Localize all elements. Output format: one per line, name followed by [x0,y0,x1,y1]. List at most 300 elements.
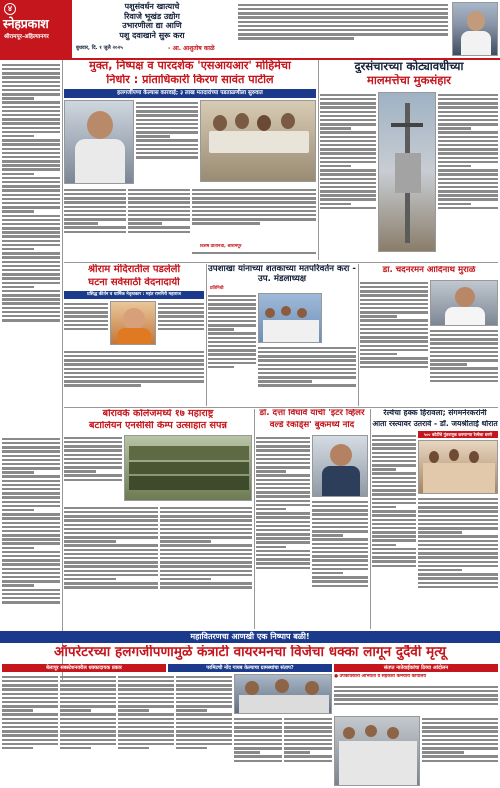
text-line [2,290,60,292]
text-line [2,160,60,162]
text-line [256,562,310,564]
text-line [438,111,498,113]
text-line [2,189,60,191]
text-line [2,286,34,288]
text-line [192,222,260,224]
text-line [422,730,498,732]
text-line [418,527,498,529]
text-line [160,524,252,526]
text-line [2,584,34,586]
text-line [176,747,207,749]
text-line [284,747,332,749]
text-line [372,523,416,525]
column-divider [370,409,371,629]
text-line [118,709,149,711]
top-quote-line-2: रिवाजे भूखंड उद्योग [124,11,180,21]
text-line [128,197,190,199]
text-line [176,718,232,720]
text-line [320,207,376,209]
text-line [60,705,116,707]
text-line [360,286,428,288]
text-line [64,561,158,563]
text-line [64,511,158,513]
right2-headline: डा. चंदनरमन आदिनाथ मुराळे [382,266,476,275]
text-line [2,597,60,599]
text-line [320,182,376,184]
text-line [418,502,498,504]
text-line [2,589,60,591]
rail-headline-1: रेल्वेचा हक्क हिरावला; संगमनेरकरांनी [383,409,487,417]
ram-photo [110,301,156,345]
lead-headline-1: मुक्त, निष्पक्ष व पारदर्शक 'एसआयआर' मोहिमेचा [89,60,291,72]
text-line [64,206,126,208]
text-line [2,722,58,724]
text-line [2,555,60,557]
text-line [418,556,498,558]
text-line [60,718,116,720]
text-line [2,81,60,83]
text-line [312,580,368,582]
stand-text-2 [258,345,356,405]
text-line [64,384,141,386]
text-line [320,173,376,175]
text-line [256,483,310,485]
text-line [118,730,174,732]
text-line [2,282,60,284]
text-line [372,464,416,466]
text-line [312,538,368,540]
text-line [60,730,116,732]
record-headline-1: डॉ. दत्ता विघावे यांची 'इंटर व्हिलर [259,409,365,418]
text-line [2,730,58,732]
text-line [372,481,416,483]
text-line [372,552,416,554]
text-line [176,722,232,724]
ram-text-2 [158,301,204,347]
text-line [312,518,368,520]
banner-headline: ऑपरेटरच्या हलगर्जीपणामुळे कंत्राटी वायरमनचा विजेचा धक्का लागून दुर्दैवी मृत्यू [53,645,447,660]
text-line [64,565,158,567]
text-line [258,368,356,370]
text-line [2,542,60,544]
text-line [320,148,376,150]
text-line [320,186,376,188]
text-line [60,684,116,686]
text-line [136,110,198,112]
text-line [418,506,498,508]
text-line [118,693,174,695]
text-line [438,115,498,117]
text-line [128,206,190,208]
text-line [258,372,356,374]
lead-photo-1 [64,100,134,184]
text-line [208,303,256,305]
text-line [2,315,60,317]
text-line [2,492,60,494]
text-line [60,734,116,736]
text-line [2,488,60,490]
text-line [320,127,351,129]
text-line [438,131,498,133]
banner-top: महावितरणचा आणखी एक निष्पाप बळी! [0,631,500,643]
text-line [64,578,116,580]
lead-headline-2: निर्धार : प्रांताधिकारी किरण सावंत पाटील [106,74,274,86]
text-line [2,534,60,536]
stand-headline: उपशाखा यांनाच्या शतकाच्या मतपरिवर्तन करा - उप. मंडलाध्यक्ष [208,264,356,284]
text-line [320,161,376,163]
text-line [64,380,204,382]
text-line [284,726,332,728]
text-line [176,713,232,715]
text-line [192,206,316,208]
text-line [360,290,428,292]
text-line [360,307,428,309]
text-line [438,203,471,205]
date-line: बुधवार, दि. १ जुलै २०२५ [76,45,123,51]
text-line [360,315,397,317]
text-line [360,299,428,301]
ram-headline-2: घटना सर्वसाठी वेदनादायी [88,277,180,288]
text-line [118,697,174,699]
text-line [160,544,252,546]
text-line [2,705,58,707]
bottom-text-7 [334,684,498,714]
text-line [438,127,471,129]
left-column-text-2 [2,436,60,680]
text-line [238,21,448,23]
top-quote-line-4: पशु दवाखाने सुरू करा [119,30,185,40]
text-line [256,512,310,514]
text-line [176,676,232,678]
text-line [284,743,332,745]
text-line [2,85,60,87]
text-line [372,439,416,441]
text-line [64,474,122,476]
text-line [2,252,60,254]
text-line [2,265,60,267]
text-line [136,127,198,129]
text-line [64,582,158,584]
text-line [2,156,60,158]
text-line [118,676,174,678]
text-line [320,123,376,125]
text-line [256,445,310,447]
text-line [64,549,158,551]
right-top-text-2 [438,92,498,260]
text-line [238,12,448,14]
text-line [320,178,376,180]
text-line [372,510,416,512]
text-line [208,324,256,326]
text-line [64,570,158,572]
text-line [176,730,232,732]
text-line [360,282,428,284]
text-line [2,68,60,70]
text-line [430,330,498,332]
text-line [158,328,204,330]
column-divider [254,409,255,629]
text-line [192,189,316,191]
text-line [418,544,498,546]
text-line [2,505,60,507]
text-line [160,536,252,538]
text-line [208,316,256,318]
text-line [256,470,286,472]
left-column-text [2,62,60,434]
text-line [118,701,174,703]
text-line [334,694,498,696]
text-line [208,295,256,297]
text-line [136,106,198,108]
text-line [418,573,498,575]
text-line [118,713,174,715]
text-line [320,198,376,200]
text-line [118,680,174,682]
text-line [60,680,116,682]
text-line [234,730,282,732]
text-line [256,479,310,481]
text-line [256,504,310,506]
text-line [160,561,252,563]
text-line [360,345,428,347]
text-line [192,197,316,199]
text-line [176,709,207,711]
text-line [430,359,498,361]
text-line [258,351,356,353]
text-line [2,76,60,78]
text-line [320,98,376,100]
text-line [258,355,356,357]
lead-photo-2 [200,100,316,182]
text-line [360,349,428,351]
text-line [284,718,332,720]
text-line [430,372,498,374]
lead-byline: विशेष प्रतिनिधी, श्रीरामपूर [200,244,242,249]
text-line [312,576,368,578]
text-line [64,519,158,521]
text-line [372,565,416,567]
text-line [2,680,58,682]
text-line [208,353,256,355]
text-line [372,514,416,516]
text-line [118,688,174,690]
top-quote [92,2,212,40]
text-line [2,726,58,728]
text-line [438,98,498,100]
text-line [2,122,60,124]
text-line [438,194,498,196]
text-line [238,37,354,39]
text-line [2,235,60,237]
text-line [176,697,232,699]
text-line [2,256,60,258]
text-line [2,307,60,309]
text-line [64,222,98,224]
text-line [2,219,60,221]
text-line [60,722,116,724]
text-line [118,705,174,707]
text-line [64,544,158,546]
text-line [320,194,376,196]
borawake-text-3 [160,505,252,627]
text-line [64,372,204,374]
text-line [2,676,58,678]
text-line [372,452,416,454]
section-divider [64,407,498,408]
text-line [128,218,190,220]
rail-headline-2: आता रस्त्यावर उतरावे - डॉ. जयश्रीताई थोरात [372,420,498,428]
masthead-portrait [452,2,498,56]
text-line [372,443,416,445]
text-line [176,684,232,686]
text-line [438,186,498,188]
text-line [418,510,498,512]
text-line [2,302,60,304]
text-line [372,527,416,529]
stand-text-1 [208,293,256,405]
text-line [320,119,376,121]
text-line [320,102,376,104]
text-line [372,493,416,495]
text-line [334,690,498,692]
text-line [320,140,376,142]
text-line [64,197,126,199]
section-divider [64,262,498,263]
text-line [422,760,498,762]
text-line [360,294,428,296]
text-line [160,553,252,555]
text-line [2,202,60,204]
text-line [372,456,416,458]
text-line [64,189,126,191]
text-line [256,466,310,468]
text-line [2,298,60,300]
text-line [256,487,310,489]
text-line [118,734,174,736]
text-line [418,565,498,567]
text-line [64,355,204,357]
text-line [422,755,498,757]
text-line [2,538,60,540]
text-line [360,319,428,321]
text-line [118,743,174,745]
text-line [312,513,368,515]
text-line [208,307,256,309]
ram-text-3 [64,349,204,405]
text-line [2,244,60,246]
text-line [192,214,316,216]
text-line [312,505,368,507]
text-line [258,376,356,378]
text-line [208,366,234,368]
text-line [422,718,498,720]
text-line [64,315,108,317]
text-line [2,311,60,313]
text-line [64,437,122,439]
text-line [176,734,232,736]
text-line [2,517,60,519]
text-line [438,152,498,154]
text-line [2,181,60,183]
right-top-headline-2: मालमत्तेचा मुकसंहार [366,74,452,87]
text-line [2,118,60,120]
text-line [64,586,158,588]
text-line [256,454,310,456]
text-line [64,574,158,576]
text-line [2,131,60,133]
text-line [2,148,60,150]
text-line [160,578,211,580]
text-line [2,551,60,553]
text-line [360,340,428,342]
text-line [418,548,498,550]
bottom-text-6 [284,716,332,786]
text-line [438,182,498,184]
text-line [2,684,58,686]
record-text-1 [256,435,310,629]
text-line [256,567,310,569]
text-line [64,231,126,233]
text-line [256,521,310,523]
text-line [2,93,60,95]
text-line [360,332,428,334]
text-line [430,351,498,353]
text-line [372,468,396,470]
text-line [128,231,190,233]
text-line [208,362,256,364]
text-line [438,102,498,104]
text-line [2,467,60,469]
text-line [418,498,498,500]
text-line [64,462,122,464]
text-line [2,480,60,482]
text-line [418,582,498,584]
text-line [372,460,416,462]
strip-middle: परमिटची नोंद गायब केल्याचा ग्रामस्थांचा संताप? [168,664,332,672]
text-line [256,508,286,510]
text-line [60,713,116,715]
text-line [2,697,58,699]
text-line [256,554,310,556]
text-line [418,531,462,533]
strip-right: संतप्त नातेवाईकांचा ठिय्या आंदोलन [334,664,498,672]
text-line [2,231,60,233]
text-line [2,101,60,103]
text-line [258,384,356,386]
text-line [320,165,351,167]
text-line [2,593,60,595]
text-line [360,324,428,326]
text-line [312,555,368,557]
right2-text-2 [430,328,498,406]
text-line [438,165,471,167]
text-line [372,531,416,533]
text-line [208,358,256,360]
lead-kicker: हलगर्जीपणा केल्यास कारवाई; ३ लाख मतदारांच्या पडताळणीला सुरुवात [64,89,316,98]
text-line [60,743,116,745]
text-line [64,466,122,468]
text-line [2,127,60,129]
text-line [160,532,252,534]
text-line [312,530,368,532]
text-line [422,735,498,737]
text-line [160,528,252,530]
text-line [2,450,60,452]
text-line [64,210,126,212]
text-line [64,218,126,220]
text-line [136,144,198,146]
text-line [430,363,467,365]
